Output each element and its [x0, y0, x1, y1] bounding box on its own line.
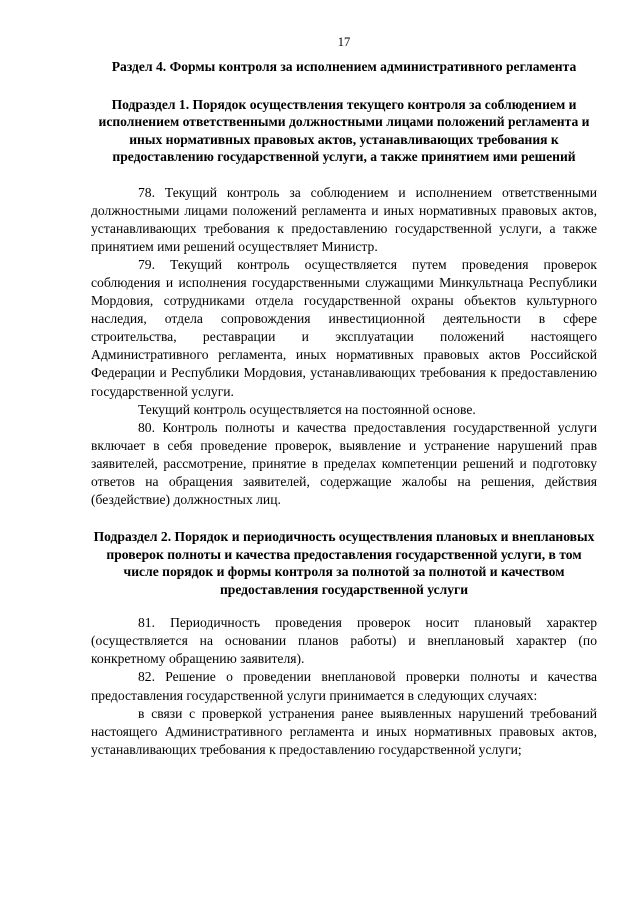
paragraph-80: 80. Контроль полноты и качества предоставления государственной услуги включает в себя проведение проверок, выявление и устранение нарушений прав заявителей, рассмотрение, принятие в пределах компетенции решений и подготовку ответов на обращения заявителей, содержащие жалобы на решения, действия (бездействие) должностных лиц.	[91, 419, 597, 508]
paragraph-81: 81. Периодичность проведения проверок носит плановый характер (осуществляется на основании планов работы) и внеплановый характер (по конкретному обращению заявителя).	[91, 615, 597, 667]
paragraph-79: 79. Текущий контроль осуществляется путем проведения проверок соблюдения и исполнения государственными служащими Минкультнаца Республики Мордовия, сотрудниками отдела государственной охраны объектов культурного наследия, отдела сопровождения инвестиционной деятельности в сфере строительства, реставрации и эксплуатации положений настоящего Административного регламента, иных нормативных правовых актов Российской Федерации и Республики Мордовия, устанавливающих требования к предоставлению государственной услуги.	[91, 256, 597, 399]
paragraph-82: 82. Решение о проведении внеплановой проверки полноты и качества предоставления государственной услуги принимается в следующих случаях:	[91, 669, 597, 703]
paragraph-current-control: Текущий контроль осуществляется на постоянной основе.	[138, 401, 476, 417]
document-page	[91, 34, 597, 759]
page-number: 17	[337, 35, 351, 49]
subsection-2-title: Подраздел 2. Порядок и периодичность осуществления плановых и внеплановых проверок полноты и качества предоставления государственной услуги, в том числе порядок и формы контроля за полнотой за полнотой и качеством предоставления государственной услуги	[93, 529, 595, 597]
subsection-1-title: Подраздел 1. Порядок осуществления текущего контроля за соблюдением и исполнением ответственными должностными лицами положений регламента и иных нормативных правовых актов, устанавливающих требования к предоставлению государственной услуги, а также принятием ими решений	[98, 96, 590, 164]
paragraph-82-case: в связи с проверкой устранения ранее выявленных нарушений требований настоящего Административного регламента и иных нормативных правовых актов, устанавливающих требования к предоставлению государственной услуги;	[91, 705, 597, 757]
section-title: Раздел 4. Формы контроля за исполнением административного регламента	[111, 59, 577, 74]
paragraph-78: 78. Текущий контроль за соблюдением и исполнением ответственными должностными лицами положений регламента и иных нормативных правовых актов, устанавливающих требования к предоставлению государственной услуги, а также принятием ими решений осуществляет Министр.	[91, 184, 597, 254]
